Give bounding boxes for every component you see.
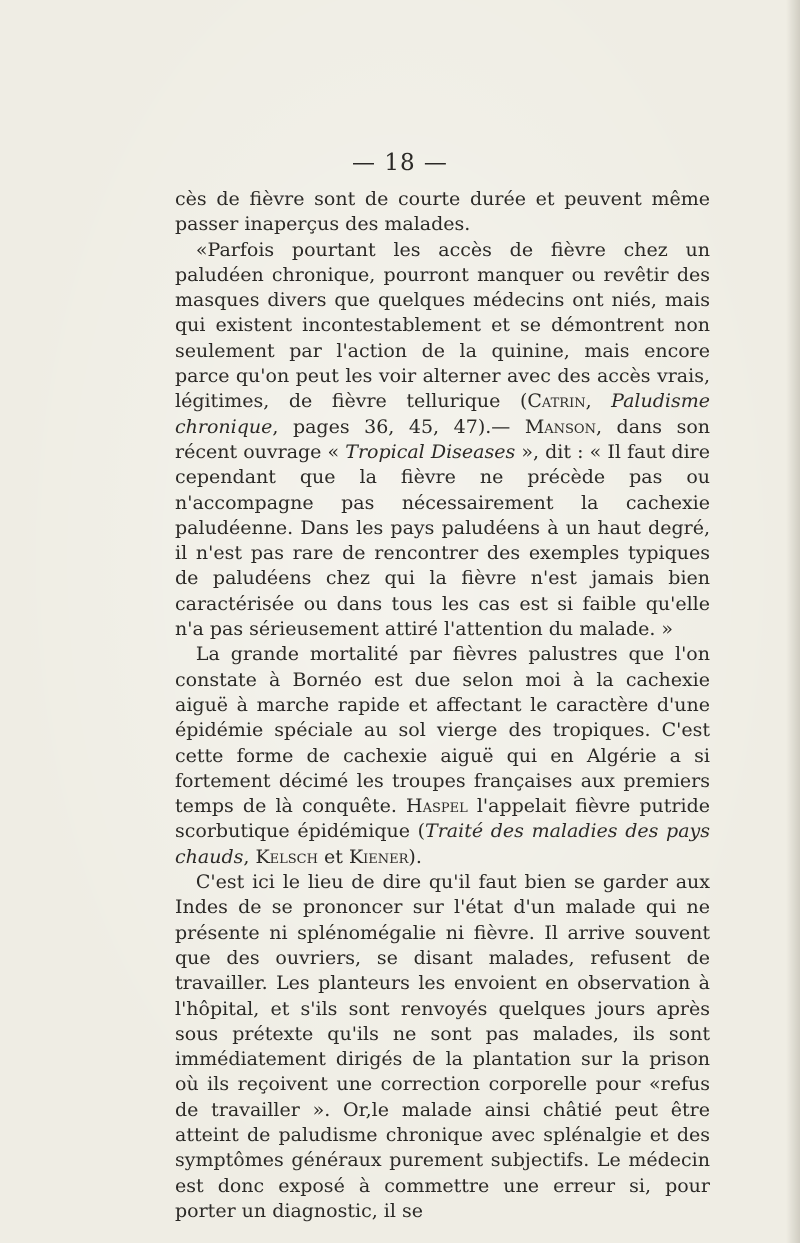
text-run: », dit : « Il faut dire cependant que la fièvre ne précède pas ou n'accompagne pas nécessairement la cachexie paludéenne. Dans les pays paludéens à un haut degré, il n'est pas rare de rencontrer des exemples typiques de paludéens chez qui la fièvre n'est jamais bien caractérisée ou dans tous les cas est si faible qu'elle n'a pas sérieusement attiré l'attention du malade. » <box>175 440 710 641</box>
cited-title: Tropical Diseases <box>345 440 516 463</box>
text-run: l'appelait fièvre putride scorbutique épidémique ( <box>175 795 710 843</box>
paragraph-4 <box>175 870 710 1224</box>
page-edge-shadow <box>786 0 800 1243</box>
author-name: Haspel <box>406 795 468 818</box>
paragraph-3 <box>175 642 710 870</box>
text-run: La grande mortalité par fièvres palustres que l'on constate à Bornéo est due selon moi à la cachexie aiguë à marche rapide et affectant le caractère d'une épidémie spéciale au sol vierge des tropiques. C'est cette forme de cachexie aiguë qui en Algérie a si fortement décimé les troupes françaises aux premiers temps de là conquête. <box>175 643 710 818</box>
author-name: Kelsch <box>255 845 318 868</box>
text-run: , <box>585 390 612 413</box>
text-run: C'est ici le lieu de dire qu'il faut bien se garder aux Indes de se prononcer sur l'état d'un malade qui ne présente ni splénomégalie ni fièvre. Il arrive souvent que des ouvriers, se disant malades, refusent de travailler. Les planteurs les envoient en observation à l'hôpital, et s'ils sont renvoyés quelques jours après sous prétexte qu'ils ne sont pas malades, ils sont immédiatement dirigés de la plantation sur la prison où ils reçoivent une correction corporelle pour «refus de travailler ». Or,le malade ainsi châtié peut être atteint de paludisme chronique avec splénalgie et des symptômes généraux purement subjectifs. Le médecin est donc exposé à commettre une erreur si, pour porter un diagnostic, il se <box>175 871 710 1222</box>
text-run: «Parfois pourtant les accès de fièvre chez un paludéen chronique, pourront manquer ou revêtir des masques divers que quelques médecins ont niés, mais qui existent incontestablement et se démontrent non seulement par l'action de la quinine, mais encore parce qu'on peut les voir alterner avec des accès vrais, légitimes, de fièvre tellurique ( <box>175 238 710 413</box>
text-run: , <box>243 845 256 868</box>
author-name: Catrin <box>527 390 586 413</box>
author-name: Manson <box>524 415 596 438</box>
paragraph-1 <box>175 187 710 238</box>
body-text <box>175 187 710 1224</box>
text-run: cès de fièvre sont de courte durée et peuvent même passer inaperçus des malades. <box>175 188 710 236</box>
page-number-header: — 18 — <box>352 150 448 176</box>
cited-title: Paludisme chronique <box>175 390 710 438</box>
text-run: , dans son récent ouvrage « <box>175 415 710 463</box>
paragraph-2 <box>175 238 710 643</box>
cited-title: Traité des maladies des pays chauds <box>175 820 711 868</box>
author-name: Kiener <box>348 845 409 868</box>
text-run: , pages 36, 45, 47).— <box>272 415 525 438</box>
text-run: et <box>317 845 349 868</box>
text-run: ). <box>408 845 422 868</box>
